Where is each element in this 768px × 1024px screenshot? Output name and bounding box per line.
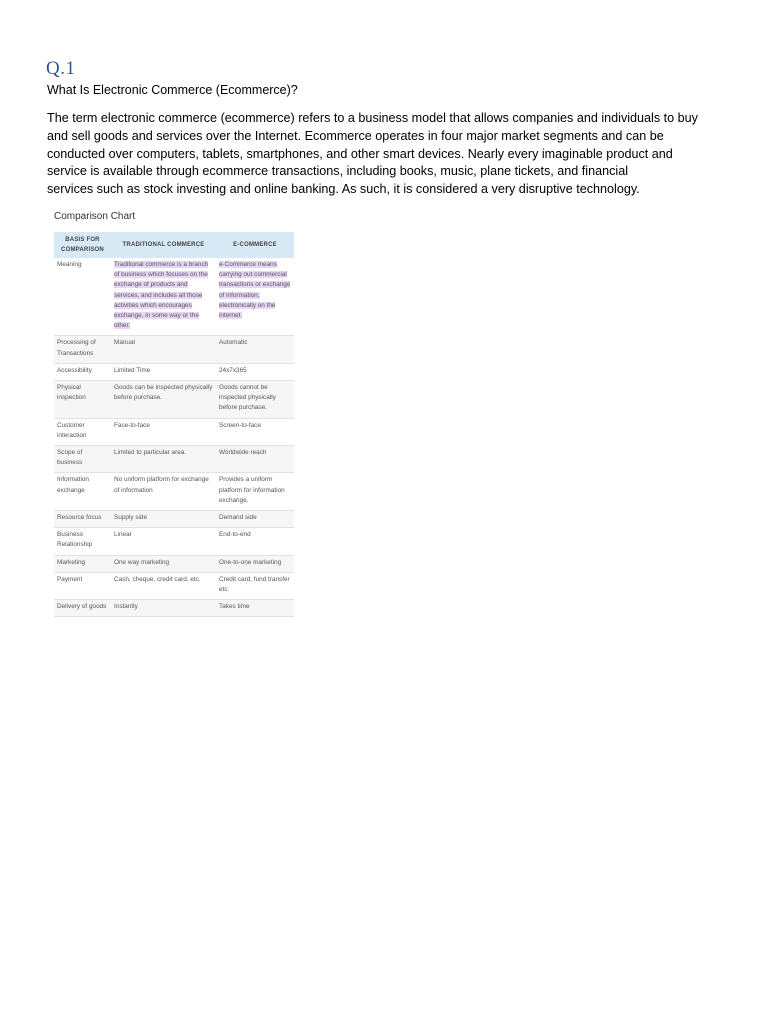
question-heading: Q.1	[46, 58, 76, 79]
header-basis: BASIS FOR COMPARISON	[54, 232, 111, 258]
question-title: What Is Electronic Commerce (Ecommerce)?	[47, 83, 298, 97]
row-basis: Accessibility	[54, 363, 111, 380]
row-ecommerce	[216, 258, 294, 336]
row-basis: Marketing	[54, 555, 111, 572]
row-basis: Resource focus	[54, 511, 111, 528]
answer-paragraph	[47, 110, 737, 199]
table-row	[54, 511, 294, 528]
row-ecommerce: Credit card, fund transfer etc.	[216, 572, 294, 599]
row-basis: Scope of business	[54, 446, 111, 473]
row-traditional: Cash, cheque, credit card, etc.	[111, 572, 216, 599]
table-row	[54, 418, 294, 445]
row-basis: Delivery of goods	[54, 600, 111, 617]
paragraph-line: conducted over computers, tablets, smartphones, and other smart devices. Nearly every imaginable product and	[47, 146, 673, 161]
table-row	[54, 600, 294, 617]
row-traditional: Limited to particular area.	[111, 446, 216, 473]
table-row	[54, 446, 294, 473]
row-traditional: Linear	[111, 528, 216, 555]
row-traditional: One way marketing	[111, 555, 216, 572]
table-row	[54, 572, 294, 599]
row-basis: Physical inspection	[54, 381, 111, 419]
table-row	[54, 473, 294, 511]
table-row	[54, 363, 294, 380]
row-basis: Information exchange	[54, 473, 111, 511]
row-basis: Processing of Transactions	[54, 336, 111, 363]
row-traditional: Supply side	[111, 511, 216, 528]
comparison-chart-title: Comparison Chart	[54, 211, 136, 222]
paragraph-line: services such as stock investing and online banking. As such, it is considered a very disruptive technology.	[47, 182, 640, 197]
table-row	[54, 258, 294, 336]
table-row	[54, 336, 294, 363]
row-traditional: Instantly	[111, 600, 216, 617]
row-traditional	[111, 258, 216, 336]
row-traditional: Limited Time	[111, 363, 216, 380]
row-ecommerce: Automatic	[216, 336, 294, 363]
row-traditional: Face-to-face	[111, 418, 216, 445]
row-ecommerce: End-to-end	[216, 528, 294, 555]
row-ecommerce: One-to-one marketing	[216, 555, 294, 572]
row-ecommerce: Goods cannot be inspected physically before purchase.	[216, 381, 294, 419]
row-basis: Business Relationship	[54, 528, 111, 555]
paragraph-line: and sell goods and services over the Internet. Ecommerce operates in four major market segments and can be	[47, 128, 664, 143]
highlighted-text: Traditional commerce is a branch of business which focuses on the exchange of products and services, and includes all those activities which encourages exchange, in some way or the other.	[114, 261, 209, 330]
row-basis: Payment	[54, 572, 111, 599]
table-header-row	[54, 232, 294, 258]
comparison-table	[54, 232, 294, 617]
row-ecommerce: Screen-to-face	[216, 418, 294, 445]
row-basis: Meaning	[54, 258, 111, 336]
header-traditional: TRADITIONAL COMMERCE	[111, 232, 216, 258]
row-ecommerce: Takes time	[216, 600, 294, 617]
table-row	[54, 528, 294, 555]
table-row	[54, 555, 294, 572]
paragraph-line: The term electronic commerce (ecommerce) refers to a business model that allows companies and individuals to buy	[47, 111, 698, 125]
row-traditional: Goods can be inspected physically before purchase.	[111, 381, 216, 419]
row-ecommerce: 24x7x365	[216, 363, 294, 380]
row-ecommerce: Worldwide reach	[216, 446, 294, 473]
row-basis: Customer interaction	[54, 418, 111, 445]
table-row	[54, 381, 294, 419]
row-traditional: No uniform platform for exchange of information	[111, 473, 216, 511]
row-traditional: Manual	[111, 336, 216, 363]
paragraph-line: service is available through ecommerce transactions, including books, music, plane tickets, and financial	[47, 164, 629, 179]
row-ecommerce: Demand side	[216, 511, 294, 528]
header-ecommerce: E-COMMERCE	[216, 232, 294, 258]
highlighted-text: e-Commerce means carrying out commercial transactions or exchange of information, electronically on the internet.	[219, 261, 291, 320]
row-ecommerce: Provides a uniform platform for information exchange.	[216, 473, 294, 511]
